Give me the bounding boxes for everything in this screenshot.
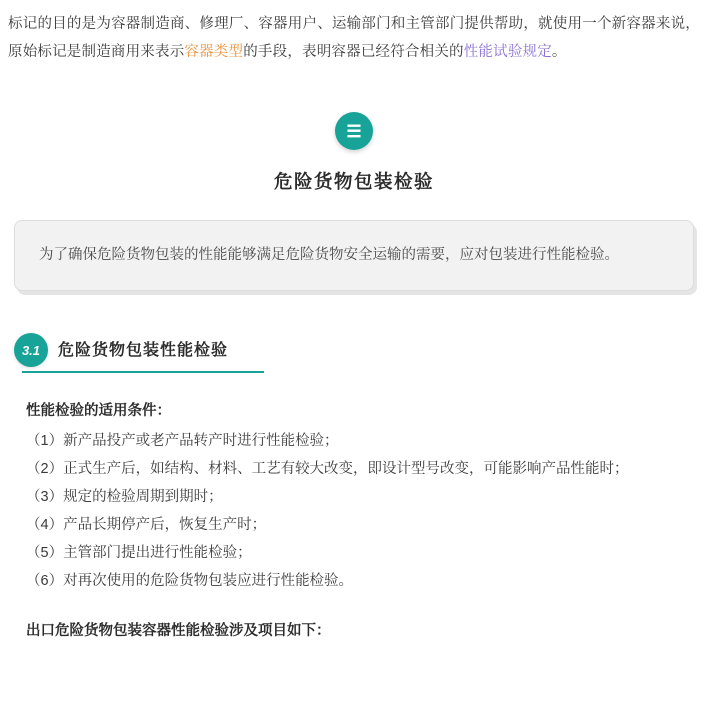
subsection-title: 危险货物包装性能检验 [58,341,229,359]
intro-text-part-3: 。 [551,44,567,60]
document-page [0,10,708,702]
hamburger-lines-icon [335,112,373,150]
callout-box [14,220,694,291]
body-heading: 性能检验的适用条件： [26,403,171,419]
subsection-number-badge: 3.1 [14,333,48,367]
intro-text-part-2: 的手段，表明容器已经符合相关的 [243,44,464,60]
intro-highlight-performance-test: 性能试验规定 [463,44,552,60]
body-item: （5）主管部门提出进行性能检验； [26,545,252,561]
subsection-header [14,333,254,367]
body-item: （1）新产品投产或老产品转产时进行性能检验； [26,433,339,449]
intro-highlight-container-type: 容器类型 [184,44,244,60]
intro-text-part-1: 标记的目的是为容器制造商、修理厂、容器用户、运输部门和主管部门提供帮助，就使用一个新容器来说，原始标记是制造商用来表示 [8,16,700,60]
section-header [0,112,708,194]
section-title: 危险货物包装检验 [273,171,434,192]
body-item: （2）正式生产后，如结构、材料、工艺有较大改变，即设计型号改变，可能影响产品性能时； [26,461,629,477]
body-heading-secondary: 出口危险货物包装容器性能检验涉及项目如下： [26,623,331,639]
body-item: （6）对再次使用的危险货物包装应进行性能检验。 [26,573,354,589]
body-item: （3）规定的检验周期到期时； [26,489,223,505]
subsection-underline [22,371,264,373]
body-content [26,397,682,645]
callout-text: 为了确保危险货物包装的性能能够满足危险货物安全运输的需要，应对包装进行性能检验。 [39,247,619,263]
body-item: （4）产品长期停产后，恢复生产时； [26,517,267,533]
hamburger-lines-glyph: ☰ [346,121,362,141]
intro-paragraph [8,10,700,66]
